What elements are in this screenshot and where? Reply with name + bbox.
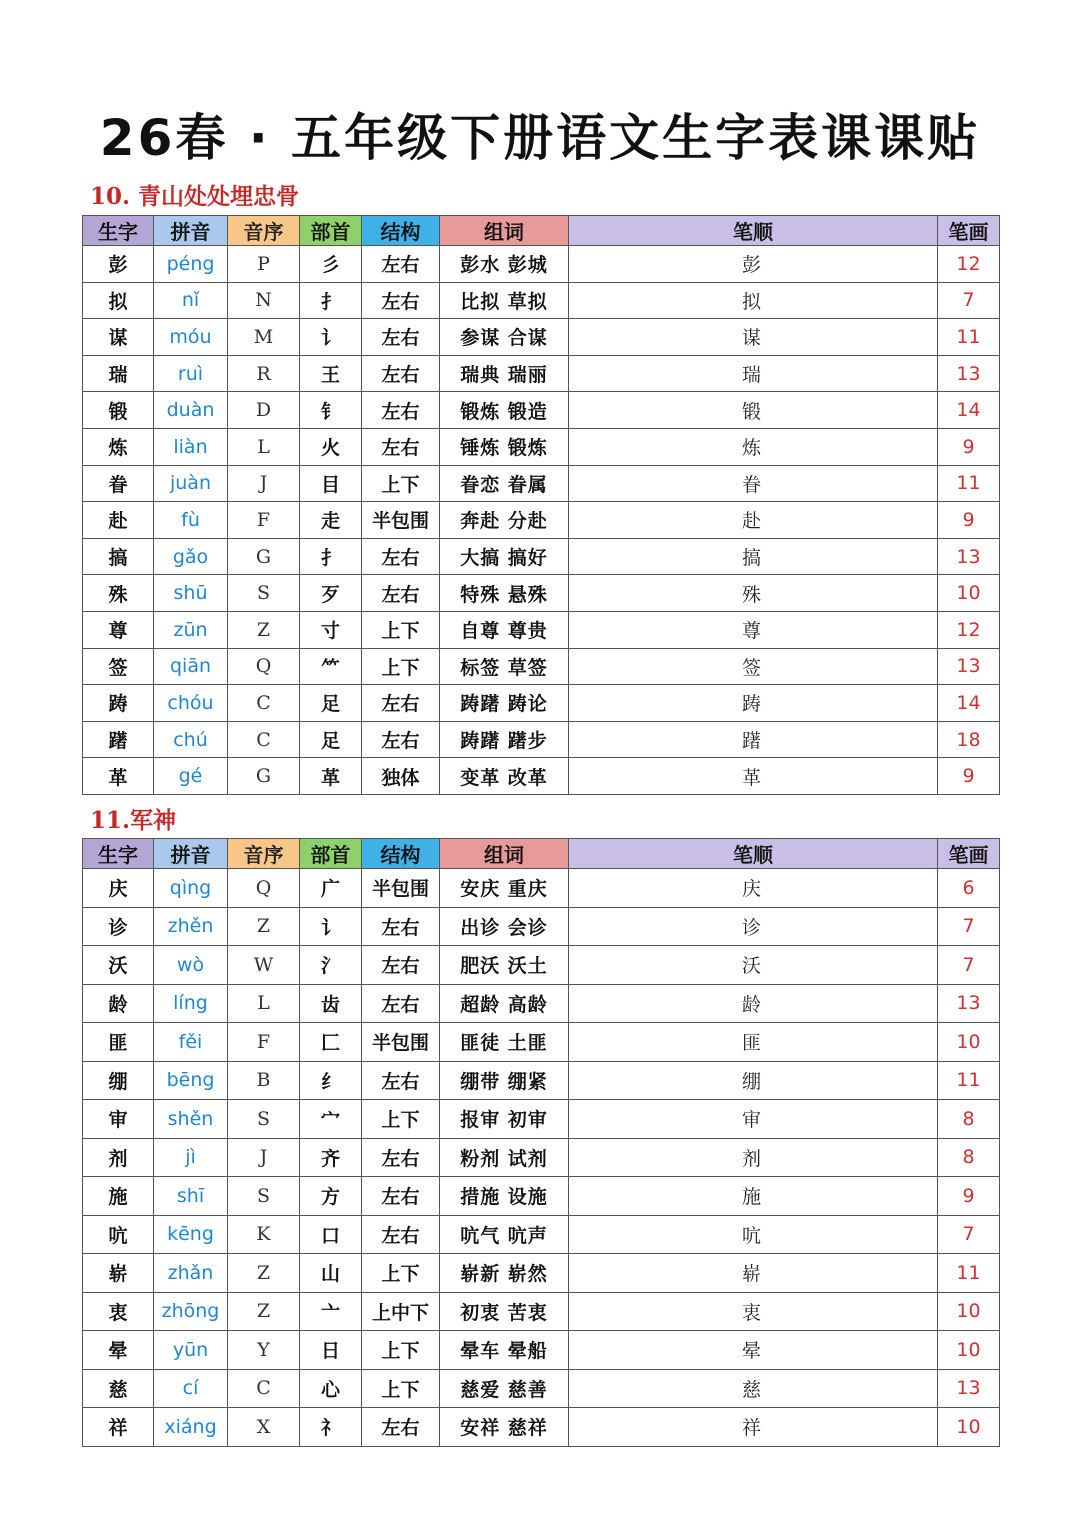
stroke-count-cell: 10 (938, 1023, 1000, 1062)
radical-cell: 歹 (300, 575, 362, 612)
radical-cell: 山 (300, 1254, 362, 1293)
table-row (83, 246, 1000, 283)
pinyin-cell: ruì (154, 355, 228, 392)
char-cell: 尊 (83, 611, 154, 648)
stroke-order-cell: 锻 (569, 392, 938, 429)
pinyin-cell: qìng (154, 869, 228, 908)
stroke-order-cell: 吭 (569, 1215, 938, 1254)
pinyin-cell: nǐ (154, 282, 228, 319)
char-cell: 彭 (83, 246, 154, 283)
stroke-count-cell: 13 (938, 538, 1000, 575)
structure-cell: 上下 (362, 611, 440, 648)
radical-cell: 日 (300, 1331, 362, 1370)
header-pinyin: 拼音 (154, 839, 228, 869)
pinyin-cell: móu (154, 319, 228, 356)
header-count: 笔画 (938, 216, 1000, 246)
order-cell: Z (228, 907, 300, 946)
char-cell: 慈 (83, 1369, 154, 1408)
pinyin-cell: shū (154, 575, 228, 612)
radical-cell: 火 (300, 428, 362, 465)
stroke-order-cell: 拟 (569, 282, 938, 319)
header-order: 音序 (228, 839, 300, 869)
words-cell: 大搞 搞好 (440, 538, 569, 575)
char-cell: 锻 (83, 392, 154, 429)
order-cell: G (228, 758, 300, 795)
structure-cell: 左右 (362, 907, 440, 946)
pinyin-cell: zhěn (154, 907, 228, 946)
order-cell: C (228, 1369, 300, 1408)
pinyin-cell: wò (154, 946, 228, 985)
structure-cell: 上下 (362, 1254, 440, 1293)
stroke-order-cell: 绷 (569, 1061, 938, 1100)
stroke-order-cell: 沃 (569, 946, 938, 985)
stroke-order-cell: 审 (569, 1100, 938, 1139)
order-cell: L (228, 984, 300, 1023)
radical-cell: 讠 (300, 907, 362, 946)
words-cell: 肥沃 沃土 (440, 946, 569, 985)
order-cell: X (228, 1408, 300, 1447)
stroke-order-cell: 慈 (569, 1369, 938, 1408)
structure-cell: 左右 (362, 946, 440, 985)
words-cell: 标签 草签 (440, 648, 569, 685)
structure-cell: 左右 (362, 1408, 440, 1447)
order-cell: Z (228, 1254, 300, 1293)
stroke-order-cell: 签 (569, 648, 938, 685)
structure-cell: 左右 (362, 1177, 440, 1216)
stroke-order-cell: 瑞 (569, 355, 938, 392)
radical-cell: 彡 (300, 246, 362, 283)
words-cell: 措施 设施 (440, 1177, 569, 1216)
header-strokes: 笔顺 (569, 839, 938, 869)
stroke-count-cell: 8 (938, 1100, 1000, 1139)
stroke-count-cell: 6 (938, 869, 1000, 908)
structure-cell: 半包围 (362, 502, 440, 539)
pinyin-cell: péng (154, 246, 228, 283)
table-row (83, 1408, 1000, 1447)
order-cell: S (228, 1177, 300, 1216)
table-row (83, 648, 1000, 685)
words-cell: 吭气 吭声 (440, 1215, 569, 1254)
structure-cell: 上下 (362, 1100, 440, 1139)
words-cell: 瑞典 瑞丽 (440, 355, 569, 392)
char-cell: 绷 (83, 1061, 154, 1100)
header-words: 组词 (440, 216, 569, 246)
order-cell: Y (228, 1331, 300, 1370)
stroke-order-cell: 晕 (569, 1331, 938, 1370)
table-row (83, 1023, 1000, 1062)
stroke-count-cell: 7 (938, 1215, 1000, 1254)
words-cell: 自尊 尊贵 (440, 611, 569, 648)
words-cell: 匪徒 土匪 (440, 1023, 569, 1062)
order-cell: R (228, 355, 300, 392)
stroke-count-cell: 12 (938, 246, 1000, 283)
structure-cell: 上中下 (362, 1292, 440, 1331)
table-row (83, 721, 1000, 758)
header-row (83, 839, 1000, 869)
order-cell: P (228, 246, 300, 283)
stroke-order-cell: 殊 (569, 575, 938, 612)
stroke-order-cell: 龄 (569, 984, 938, 1023)
radical-cell: 目 (300, 465, 362, 502)
structure-cell: 左右 (362, 319, 440, 356)
pinyin-cell: zhǎn (154, 1254, 228, 1293)
structure-cell: 左右 (362, 246, 440, 283)
char-cell: 诊 (83, 907, 154, 946)
radical-cell: 讠 (300, 319, 362, 356)
stroke-count-cell: 7 (938, 946, 1000, 985)
char-cell: 匪 (83, 1023, 154, 1062)
structure-cell: 左右 (362, 685, 440, 722)
radical-cell: 氵 (300, 946, 362, 985)
char-cell: 炼 (83, 428, 154, 465)
order-cell: G (228, 538, 300, 575)
stroke-order-cell: 崭 (569, 1254, 938, 1293)
lesson-10-title: 10. 青山处处埋忠骨 (90, 183, 300, 210)
stroke-count-cell: 9 (938, 1177, 1000, 1216)
stroke-count-cell: 9 (938, 502, 1000, 539)
table-row (83, 319, 1000, 356)
radical-cell: 足 (300, 721, 362, 758)
char-cell: 崭 (83, 1254, 154, 1293)
char-cell: 躇 (83, 721, 154, 758)
words-cell: 锤炼 锻炼 (440, 428, 569, 465)
stroke-order-cell: 搞 (569, 538, 938, 575)
char-cell: 踌 (83, 685, 154, 722)
words-cell: 报审 初审 (440, 1100, 569, 1139)
char-cell: 审 (83, 1100, 154, 1139)
stroke-order-cell: 炼 (569, 428, 938, 465)
words-cell: 崭新 崭然 (440, 1254, 569, 1293)
words-cell: 踌躇 踌论 (440, 685, 569, 722)
header-char: 生字 (83, 216, 154, 246)
radical-cell: 匚 (300, 1023, 362, 1062)
table-row (83, 1177, 1000, 1216)
stroke-order-cell: 祥 (569, 1408, 938, 1447)
table-row (83, 502, 1000, 539)
order-cell: K (228, 1215, 300, 1254)
lesson-11-table (82, 838, 1000, 1447)
order-cell: W (228, 946, 300, 985)
table-row (83, 907, 1000, 946)
order-cell: S (228, 575, 300, 612)
words-cell: 锻炼 锻造 (440, 392, 569, 429)
table-row (83, 428, 1000, 465)
stroke-count-cell: 7 (938, 907, 1000, 946)
header-char: 生字 (83, 839, 154, 869)
words-cell: 参谋 合谋 (440, 319, 569, 356)
structure-cell: 左右 (362, 1061, 440, 1100)
radical-cell: 礻 (300, 1408, 362, 1447)
words-cell: 奔赴 分赴 (440, 502, 569, 539)
char-cell: 庆 (83, 869, 154, 908)
structure-cell: 左右 (362, 1215, 440, 1254)
table-row (83, 984, 1000, 1023)
order-cell: D (228, 392, 300, 429)
char-cell: 施 (83, 1177, 154, 1216)
char-cell: 搞 (83, 538, 154, 575)
stroke-order-cell: 剂 (569, 1138, 938, 1177)
radical-cell: 口 (300, 1215, 362, 1254)
table-row (83, 355, 1000, 392)
stroke-order-cell: 施 (569, 1177, 938, 1216)
char-cell: 衷 (83, 1292, 154, 1331)
stroke-count-cell: 14 (938, 685, 1000, 722)
stroke-order-cell: 革 (569, 758, 938, 795)
structure-cell: 左右 (362, 721, 440, 758)
char-cell: 眷 (83, 465, 154, 502)
radical-cell: 钅 (300, 392, 362, 429)
words-cell: 安祥 慈祥 (440, 1408, 569, 1447)
structure-cell: 半包围 (362, 869, 440, 908)
structure-cell: 左右 (362, 392, 440, 429)
table-row (83, 282, 1000, 319)
order-cell: Q (228, 648, 300, 685)
char-cell: 签 (83, 648, 154, 685)
structure-cell: 左右 (362, 428, 440, 465)
radical-cell: 扌 (300, 538, 362, 575)
radical-cell: 方 (300, 1177, 362, 1216)
table-row (83, 1138, 1000, 1177)
stroke-count-cell: 9 (938, 428, 1000, 465)
radical-cell: 走 (300, 502, 362, 539)
char-cell: 赴 (83, 502, 154, 539)
structure-cell: 半包围 (362, 1023, 440, 1062)
stroke-order-cell: 庆 (569, 869, 938, 908)
order-cell: B (228, 1061, 300, 1100)
table-row (83, 1254, 1000, 1293)
radical-cell: 革 (300, 758, 362, 795)
header-row (83, 216, 1000, 246)
stroke-order-cell: 匪 (569, 1023, 938, 1062)
char-cell: 拟 (83, 282, 154, 319)
pinyin-cell: fěi (154, 1023, 228, 1062)
table-row (83, 1061, 1000, 1100)
stroke-count-cell: 13 (938, 1369, 1000, 1408)
words-cell: 绷带 绷紧 (440, 1061, 569, 1100)
order-cell: N (228, 282, 300, 319)
stroke-count-cell: 11 (938, 465, 1000, 502)
char-cell: 剂 (83, 1138, 154, 1177)
table-row (83, 465, 1000, 502)
order-cell: C (228, 721, 300, 758)
radical-cell: 宀 (300, 1100, 362, 1139)
radical-cell: 广 (300, 869, 362, 908)
words-cell: 初衷 苦衷 (440, 1292, 569, 1331)
radical-cell: 齿 (300, 984, 362, 1023)
char-cell: 沃 (83, 946, 154, 985)
words-cell: 踌躇 躇步 (440, 721, 569, 758)
words-cell: 慈爱 慈善 (440, 1369, 569, 1408)
char-cell: 瑞 (83, 355, 154, 392)
words-cell: 变革 改革 (440, 758, 569, 795)
stroke-order-cell: 躇 (569, 721, 938, 758)
stroke-count-cell: 13 (938, 648, 1000, 685)
radical-cell: 王 (300, 355, 362, 392)
pinyin-cell: gǎo (154, 538, 228, 575)
char-cell: 革 (83, 758, 154, 795)
table-row (83, 1331, 1000, 1370)
radical-cell: ⺮ (300, 648, 362, 685)
char-cell: 殊 (83, 575, 154, 612)
order-cell: J (228, 1138, 300, 1177)
structure-cell: 左右 (362, 1138, 440, 1177)
char-cell: 祥 (83, 1408, 154, 1447)
pinyin-cell: gé (154, 758, 228, 795)
words-cell: 粉剂 试剂 (440, 1138, 569, 1177)
structure-cell: 左右 (362, 282, 440, 319)
pinyin-cell: zhōng (154, 1292, 228, 1331)
stroke-order-cell: 踌 (569, 685, 938, 722)
header-order: 音序 (228, 216, 300, 246)
order-cell: L (228, 428, 300, 465)
table-row (83, 611, 1000, 648)
radical-cell: 足 (300, 685, 362, 722)
order-cell: J (228, 465, 300, 502)
words-cell: 安庆 重庆 (440, 869, 569, 908)
page-title: 26春 · 五年级下册语文生字表课课贴 (99, 109, 981, 167)
header-words: 组词 (440, 839, 569, 869)
header-pinyin: 拼音 (154, 216, 228, 246)
pinyin-cell: duàn (154, 392, 228, 429)
structure-cell: 上下 (362, 648, 440, 685)
lesson-10-table (82, 215, 1000, 795)
table-row (83, 869, 1000, 908)
radical-cell: 纟 (300, 1061, 362, 1100)
table-row (83, 758, 1000, 795)
pinyin-cell: líng (154, 984, 228, 1023)
radical-cell: 扌 (300, 282, 362, 319)
header-radical: 部首 (300, 216, 362, 246)
pinyin-cell: juàn (154, 465, 228, 502)
stroke-count-cell: 12 (938, 611, 1000, 648)
stroke-count-cell: 11 (938, 1061, 1000, 1100)
pinyin-cell: zūn (154, 611, 228, 648)
stroke-count-cell: 11 (938, 1254, 1000, 1293)
table-row (83, 538, 1000, 575)
stroke-order-cell: 彭 (569, 246, 938, 283)
stroke-count-cell: 10 (938, 1331, 1000, 1370)
pinyin-cell: shěn (154, 1100, 228, 1139)
radical-cell: 亠 (300, 1292, 362, 1331)
stroke-count-cell: 13 (938, 355, 1000, 392)
order-cell: Q (228, 869, 300, 908)
pinyin-cell: jì (154, 1138, 228, 1177)
pinyin-cell: kēng (154, 1215, 228, 1254)
lesson-11-title: 11.军神 (90, 807, 177, 834)
table-row (83, 392, 1000, 429)
pinyin-cell: qiān (154, 648, 228, 685)
pinyin-cell: yūn (154, 1331, 228, 1370)
char-cell: 谋 (83, 319, 154, 356)
radical-cell: 寸 (300, 611, 362, 648)
structure-cell: 上下 (362, 1369, 440, 1408)
stroke-order-cell: 诊 (569, 907, 938, 946)
pinyin-cell: chóu (154, 685, 228, 722)
words-cell: 晕车 晕船 (440, 1331, 569, 1370)
char-cell: 吭 (83, 1215, 154, 1254)
words-cell: 出诊 会诊 (440, 907, 569, 946)
stroke-order-cell: 衷 (569, 1292, 938, 1331)
stroke-count-cell: 13 (938, 984, 1000, 1023)
structure-cell: 左右 (362, 538, 440, 575)
order-cell: F (228, 1023, 300, 1062)
stroke-order-cell: 谋 (569, 319, 938, 356)
stroke-count-cell: 18 (938, 721, 1000, 758)
words-cell: 彭水 彭城 (440, 246, 569, 283)
order-cell: S (228, 1100, 300, 1139)
structure-cell: 独体 (362, 758, 440, 795)
order-cell: Z (228, 1292, 300, 1331)
pinyin-cell: liàn (154, 428, 228, 465)
stroke-count-cell: 10 (938, 1292, 1000, 1331)
table-row (83, 946, 1000, 985)
structure-cell: 上下 (362, 1331, 440, 1370)
table-row (83, 1292, 1000, 1331)
stroke-count-cell: 9 (938, 758, 1000, 795)
stroke-count-cell: 11 (938, 319, 1000, 356)
order-cell: Z (228, 611, 300, 648)
structure-cell: 上下 (362, 465, 440, 502)
stroke-order-cell: 尊 (569, 611, 938, 648)
pinyin-cell: cí (154, 1369, 228, 1408)
table-row (83, 685, 1000, 722)
pinyin-cell: bēng (154, 1061, 228, 1100)
stroke-count-cell: 14 (938, 392, 1000, 429)
order-cell: F (228, 502, 300, 539)
radical-cell: 心 (300, 1369, 362, 1408)
order-cell: C (228, 685, 300, 722)
header-strokes: 笔顺 (569, 216, 938, 246)
header-structure: 结构 (362, 216, 440, 246)
stroke-order-cell: 眷 (569, 465, 938, 502)
stroke-count-cell: 8 (938, 1138, 1000, 1177)
char-cell: 晕 (83, 1331, 154, 1370)
stroke-count-cell: 7 (938, 282, 1000, 319)
words-cell: 比拟 草拟 (440, 282, 569, 319)
pinyin-cell: fù (154, 502, 228, 539)
structure-cell: 左右 (362, 575, 440, 612)
structure-cell: 左右 (362, 355, 440, 392)
char-cell: 龄 (83, 984, 154, 1023)
stroke-count-cell: 10 (938, 1408, 1000, 1447)
pinyin-cell: xiáng (154, 1408, 228, 1447)
structure-cell: 左右 (362, 984, 440, 1023)
header-radical: 部首 (300, 839, 362, 869)
table-row (83, 1215, 1000, 1254)
words-cell: 超龄 高龄 (440, 984, 569, 1023)
header-structure: 结构 (362, 839, 440, 869)
stroke-order-cell: 赴 (569, 502, 938, 539)
order-cell: M (228, 319, 300, 356)
pinyin-cell: shī (154, 1177, 228, 1216)
words-cell: 眷恋 眷属 (440, 465, 569, 502)
table-row (83, 575, 1000, 612)
radical-cell: 齐 (300, 1138, 362, 1177)
stroke-count-cell: 10 (938, 575, 1000, 612)
header-count: 笔画 (938, 839, 1000, 869)
pinyin-cell: chú (154, 721, 228, 758)
words-cell: 特殊 悬殊 (440, 575, 569, 612)
table-row (83, 1100, 1000, 1139)
table-row (83, 1369, 1000, 1408)
